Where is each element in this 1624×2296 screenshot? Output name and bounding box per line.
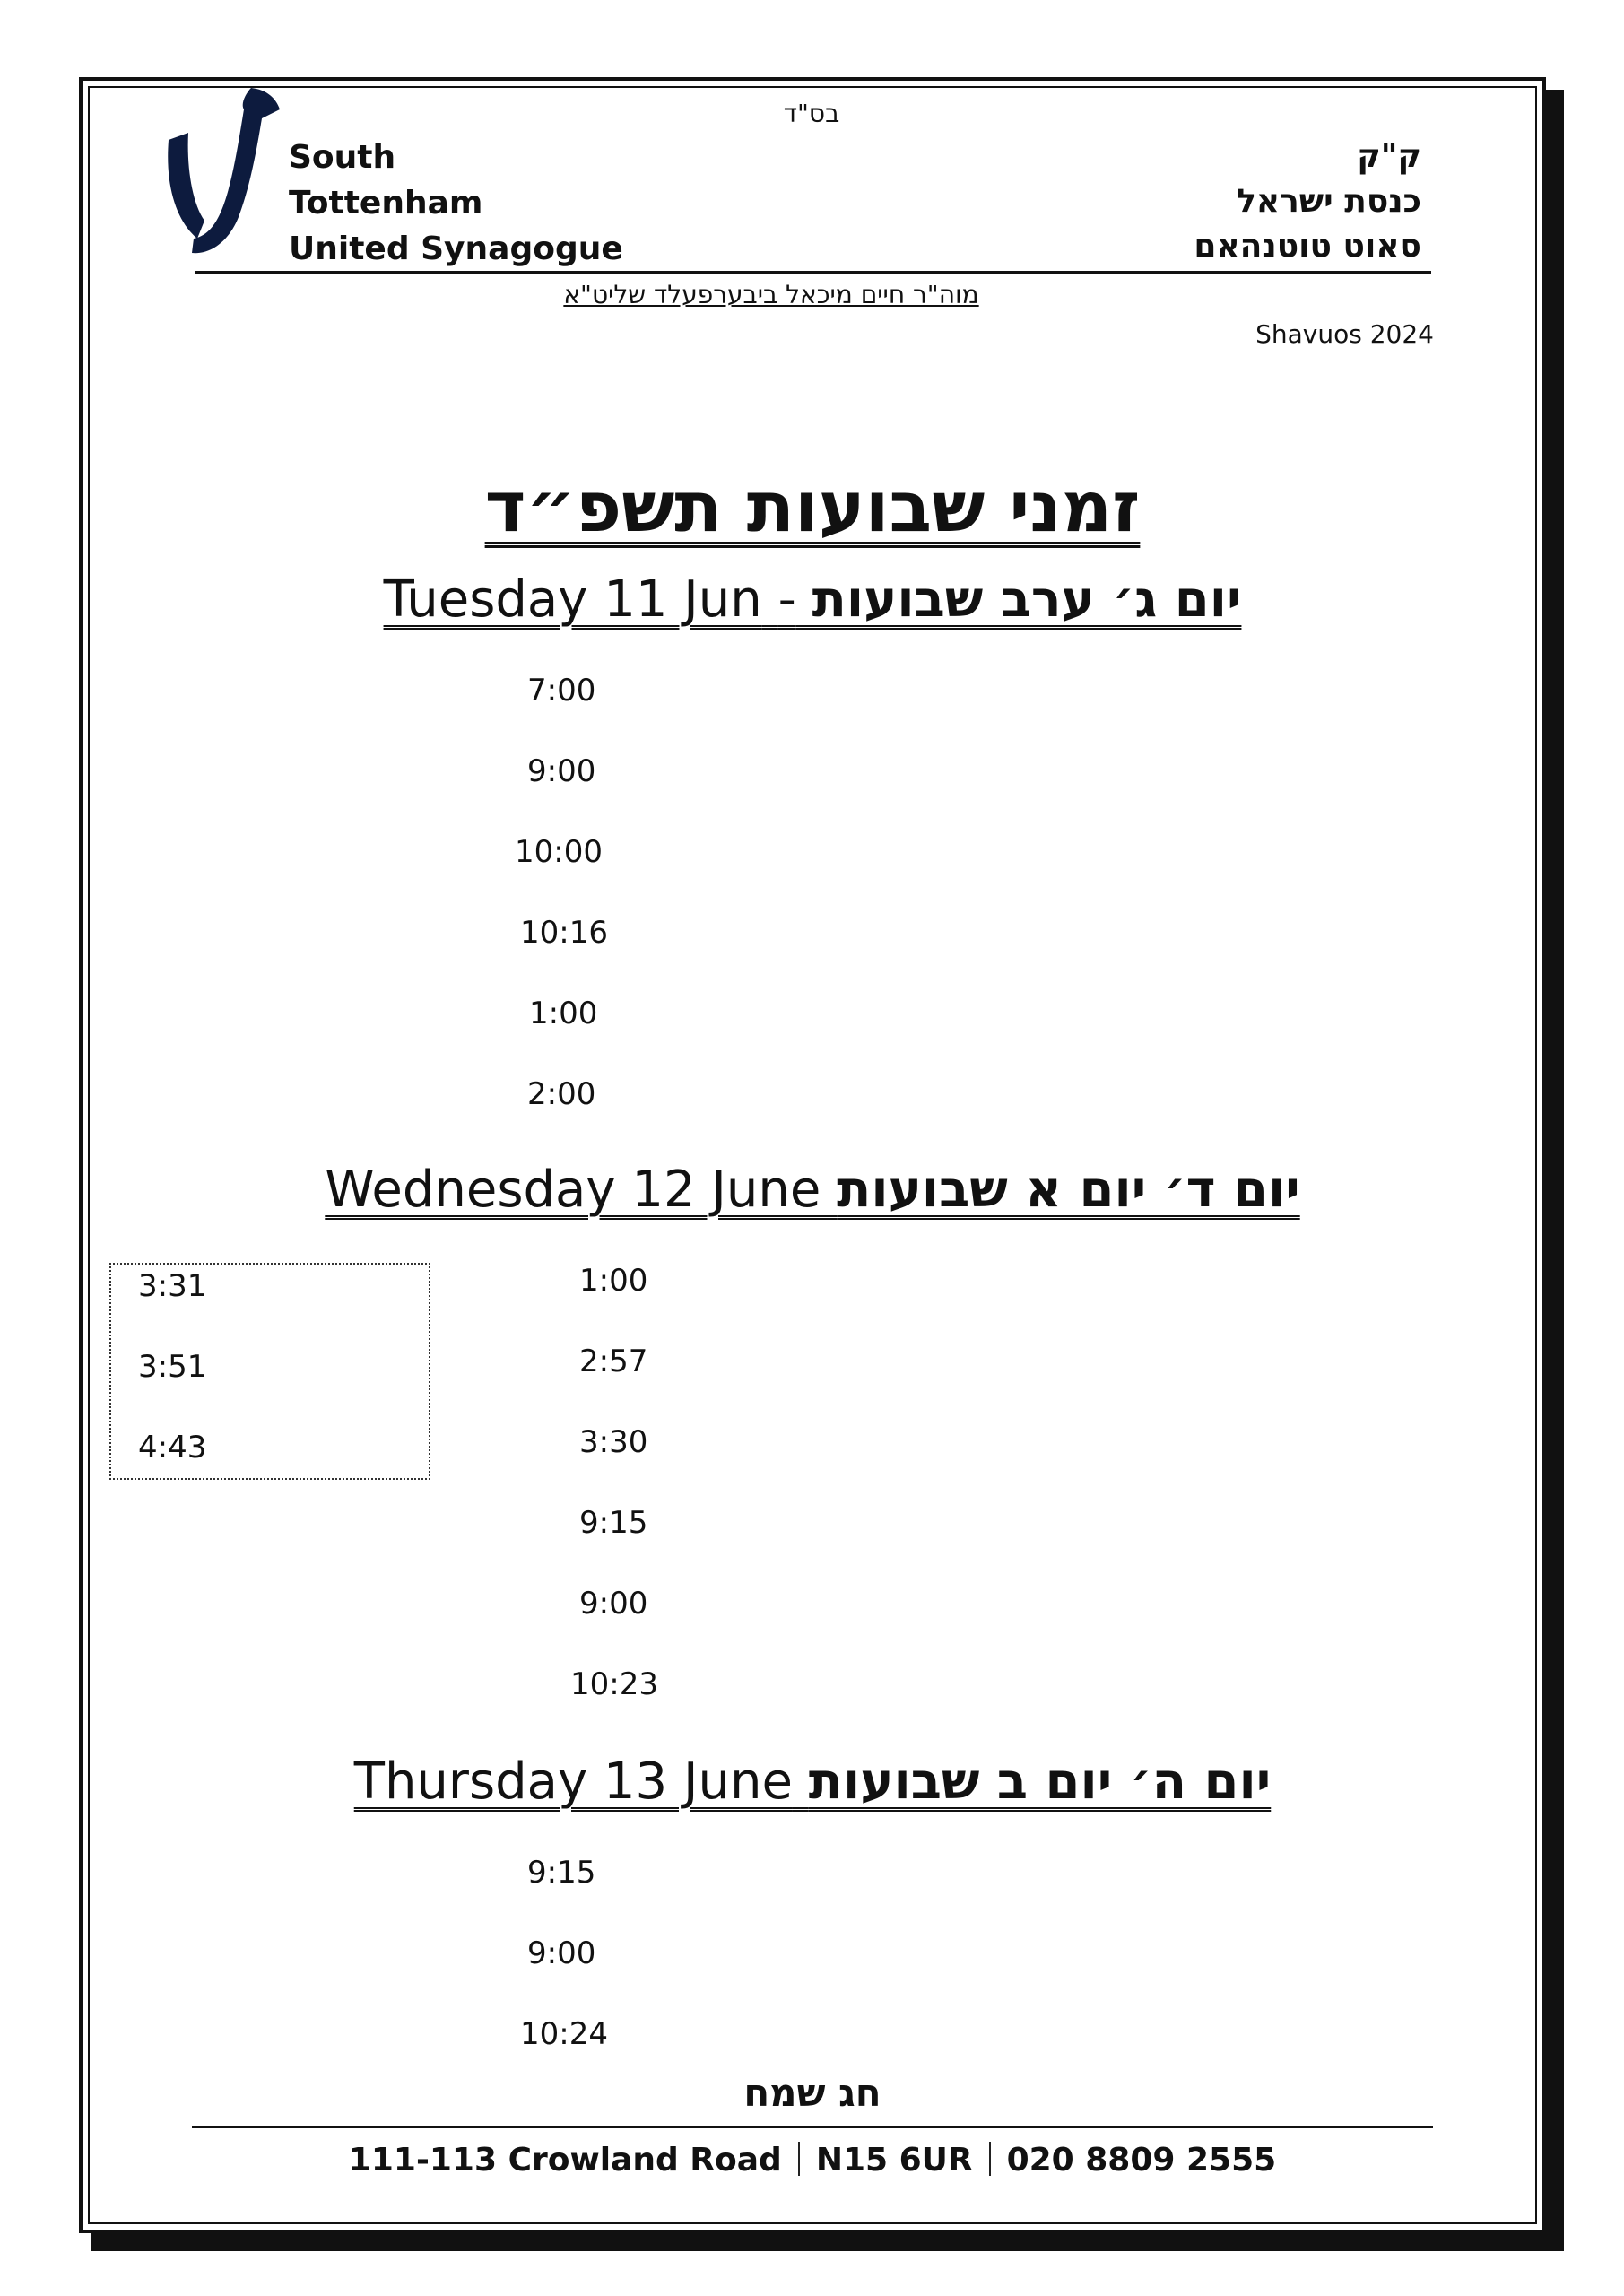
page-frame-inner [88, 86, 1537, 2224]
row-time: 10:00 [515, 834, 603, 870]
day-heading-hebrew: יום ד׳ יום א שבועות [837, 1161, 1300, 1219]
footer-phone: 020 8809 2555 [1006, 2142, 1277, 2179]
row-time: 2:00 [527, 1076, 596, 1112]
day-heading-wednesday [179, 1159, 1446, 1222]
row-time: 10:16 [520, 915, 608, 951]
row-time: 1:00 [579, 1263, 648, 1299]
page-title-text: זמני שבועות תשפ״ד [484, 467, 1141, 548]
footer-postcode: N15 6UR [815, 2142, 973, 2179]
day-heading-separator: - [777, 570, 796, 629]
logo-line-tottenham: Tottenham [289, 185, 483, 222]
rabbi-name: מוה"ר חיים מיכאל ביבערפעלד שליט"א [563, 280, 979, 309]
footer-separator [989, 2142, 991, 2176]
row-time: 3:30 [579, 1424, 648, 1460]
footer-address: 111-113 Crowland Road [348, 2142, 782, 2179]
row-time: 9:00 [527, 1935, 596, 1971]
day-heading-tuesday [179, 569, 1446, 631]
day-heading-english: Wednesday 12 June [325, 1161, 821, 1219]
day-heading-english: Thursday 13 June [353, 1752, 793, 1811]
logo-wordmark [289, 135, 623, 272]
header-divider [195, 271, 1431, 274]
logo-line-south: South [289, 139, 396, 176]
row-time: 9:00 [527, 753, 596, 789]
closing-greeting: חג שמח [743, 2071, 881, 2115]
day-heading-thursday [179, 1751, 1446, 1813]
row-time: 3:51 [138, 1349, 207, 1385]
row-time: 10:24 [520, 2016, 608, 2052]
footer-contact [192, 2138, 1433, 2183]
synagogue-logo-icon [161, 86, 296, 261]
hebrew-name-line-2: כנסת ישראל [1237, 183, 1421, 220]
hebrew-congregation-name [1194, 135, 1421, 269]
hebrew-name-line-3: סאוט טוטנהאם [1194, 228, 1421, 265]
row-time: 9:15 [579, 1505, 648, 1541]
day-heading-hebrew: יום ג׳ ערב שבועות [812, 570, 1242, 629]
footer-divider [192, 2126, 1433, 2128]
hebrew-name-line-1: ק"ק [1357, 138, 1421, 175]
day-heading-hebrew: יום ה׳ יום ב שבועות [808, 1752, 1272, 1811]
row-time: 9:15 [527, 1855, 596, 1891]
row-time: 4:43 [138, 1430, 207, 1465]
footer-separator [798, 2142, 800, 2176]
day-heading-english: Tuesday 11 Jun [383, 570, 762, 629]
row-time: 10:23 [570, 1666, 658, 1702]
row-time: 3:31 [138, 1268, 207, 1304]
row-time: 2:57 [579, 1344, 648, 1379]
logo-line-united: United Synagogue [289, 230, 623, 267]
row-time: 9:00 [579, 1586, 648, 1622]
page-title [359, 465, 1266, 551]
edition-label: Shavuos 2024 [1255, 319, 1434, 349]
bsd-header: בס"ד [783, 99, 840, 128]
row-time: 1:00 [529, 996, 598, 1031]
row-time: 7:00 [527, 673, 596, 709]
